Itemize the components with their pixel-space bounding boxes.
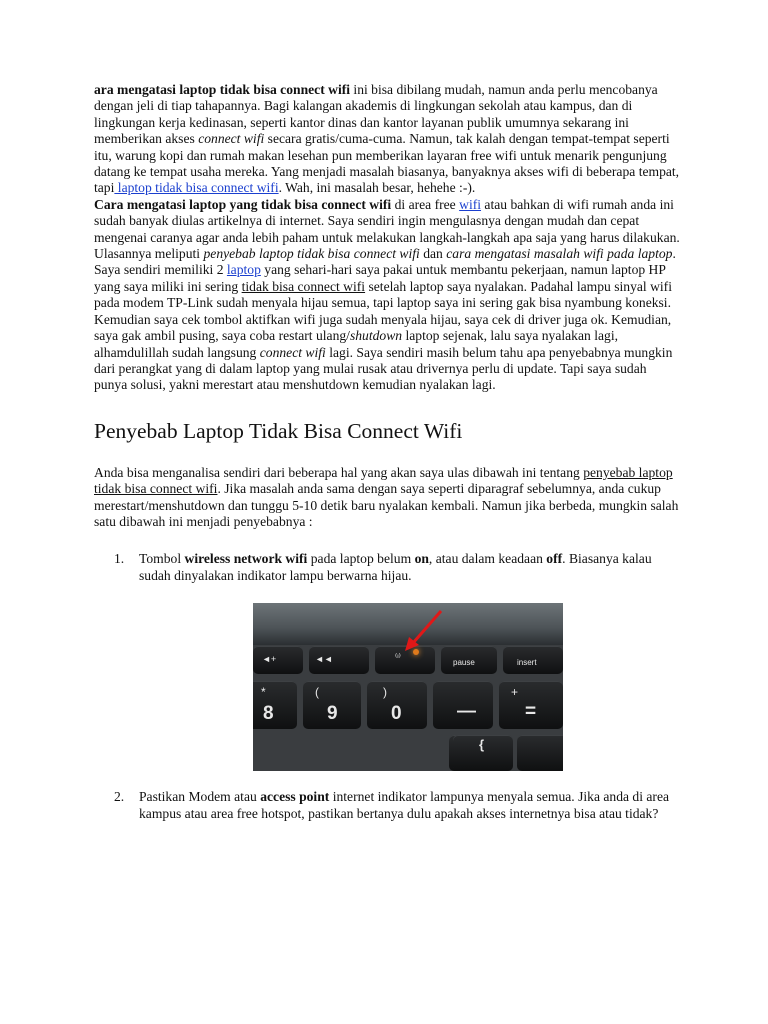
key-label: = [525, 701, 537, 723]
intro-text: ini bisa dibilang mudah, namun anda perlu mencobanya dengan jeli di tiap tahapannya. Bagi kalangan akademis di lingkungan sekolah atau kampus, dan di lingkungan kerja kedinasan, seperti kantor dinas dan kantor layanan publik umumnya sekarang ini memberikan akses [94, 82, 658, 147]
key-label: ◄◄ [315, 654, 333, 665]
key-label: ◄+ [262, 654, 277, 665]
intro-text: . Wah, ini masalah besar, hehehe :-). [278, 180, 476, 196]
para3-underlined: tidak bisa connect wifi [241, 278, 366, 294]
para3-text: lagi. Saya sendiri masih belum tahu apa penyebabnya mungkin dari perangkat yang di dalam laptop yang mulai rusak atau drivernya perlu di update. Tapi saya sudah punya solusi, yakni merestart atau menshutdown kemudian nyalakan lagi. [94, 344, 673, 393]
key-label: — [457, 701, 476, 723]
para3-text: laptop sejenak, lalu saya nyalakan lagi, alhamdulillah sudah langsung [94, 328, 618, 360]
second-paragraph [94, 197, 682, 263]
para2-italic: penyebab laptop tidak bisa connect wifi [203, 246, 420, 262]
para3-text: yang sehari-hari saya pakai untuk membantu pekerjaan, namun laptop HP yang saya miliki ini sering [94, 262, 666, 294]
key-label: { [479, 737, 485, 753]
link-wifi[interactable]: wifi [459, 196, 482, 212]
keyboard-key [367, 681, 427, 729]
key-label: pause [453, 658, 475, 668]
keyboard-key [517, 735, 563, 771]
fourth-paragraph [94, 465, 682, 531]
section-heading: Penyebab Laptop Tidak Bisa Connect Wifi [94, 418, 463, 443]
list-text: pada laptop belum [307, 551, 415, 567]
list-text: Pastikan Modem atau [139, 789, 261, 805]
keyboard-key [253, 646, 303, 674]
intro-italic: connect wifi [198, 131, 265, 147]
keyboard-key [441, 646, 497, 674]
intro-bold-lead: ara mengatasi laptop tidak bisa connect wifi [94, 82, 351, 97]
list-bold: on [414, 551, 429, 567]
cause-list-continued [94, 789, 682, 822]
list-bold: off [546, 551, 563, 567]
key-label: ) [383, 685, 387, 700]
cause-list [94, 551, 682, 584]
third-paragraph [94, 262, 682, 393]
keyboard-key [499, 681, 563, 729]
list-item [94, 551, 682, 584]
key-label: * [261, 685, 266, 700]
list-bold: access point [260, 789, 330, 805]
para2-text: dan [419, 246, 447, 262]
list-text: Tombol [139, 551, 185, 567]
key-label: 9 [327, 703, 338, 725]
wifi-icon: ⁽ᶦ⁾ [395, 652, 401, 663]
para3-italic: shutdown [349, 328, 403, 344]
para4-underlined: penyebab laptop tidak bisa connect wifi [94, 464, 673, 497]
para3-text: setelah laptop saya nyalakan. Padahal lampu sinyal wifi pada modem TP-Link sudah menyala hijau semua, tapi laptop saya ini sering gak bisa nyambung koneksi. Kemudian saya cek tombol aktifkan wifi juga sudah menyala hijau, saya cek di driver juga ok. Kemudian, saya gak ambil pusing, saya coba restart ulang/ [94, 278, 672, 344]
para3-italic: connect wifi [259, 344, 326, 360]
red-arrow-icon [399, 607, 449, 653]
para4-text: . Jika masalah anda sama dengan saya seperti diparagraf sebelumnya, anda cukup merestart/menshutdown dan tunggu 5-10 detik baru nyalakan kembali. Namun jika berbeda, mungkin salah satu dibawah ini menjadi penyebabnya : [94, 481, 679, 529]
keyboard-key [303, 681, 361, 729]
para2-text: di area free [391, 196, 460, 212]
list-text: , atau dalam keadaan [428, 551, 547, 567]
keyboard-key [453, 735, 513, 771]
document-page [94, 82, 682, 822]
intro-text: secara gratis/cuma-cuma. Namun, tak kalah dengan tempat-tempat seperti itu, warung kopi dan rumah makan lesehan pun memberikan layaran free wifi untuk menarik pengunjung datang ke tempat usaha mereka. Yang menjadi masalah biasanya, banyaknya akses wifi di beberapa tempat, tapi [94, 131, 680, 196]
key-label: 8 [263, 703, 274, 725]
link-laptop[interactable]: laptop [226, 262, 261, 278]
para2-text: . [672, 246, 676, 262]
para2-text: atau bahkan di wifi rumah anda ini sudah banyak diulas artikelnya di internet. Saya sendiri ingin mengulasnya dengan mudah dan cepat mengenai caranya agar anda lebih paham untuk melakukan langkah-langkah apa saja yang harus dilakukan. Ulasannya meliputi [94, 196, 680, 262]
keyboard-key [309, 646, 369, 674]
para4-text: Anda bisa menganalisa sendiri dari beberapa hal yang akan saya ulas dibawah ini tentang [94, 464, 584, 480]
para2-bold-lead: Cara mengatasi laptop yang tidak bisa connect wifi [94, 196, 392, 212]
key-label: ( [315, 685, 319, 700]
keyboard-key [253, 681, 297, 729]
keyboard-wifi-key-photo [253, 603, 563, 771]
para2-italic: cara mengatasi masalah wifi pada laptop [446, 246, 673, 262]
list-bold: wireless network wifi [184, 551, 308, 567]
list-number: 2. [114, 789, 125, 805]
key-label: 0 [391, 703, 402, 725]
list-number: 1. [114, 551, 125, 567]
keyboard-key [433, 681, 493, 729]
list-item [94, 789, 682, 822]
list-text: . Biasanya kalau sudah dinyalakan indikator lampu berwarna hijau. [139, 551, 652, 583]
keyboard-key [503, 646, 563, 674]
list-text: internet indikator lampunya menyala semua. Jika anda di area kampus atau area free hotspot, pastikan bertanya dulu apakah akses internetnya bisa atau tidak? [139, 789, 670, 821]
intro-paragraph [94, 82, 682, 197]
para3-text: Saya sendiri memiliki 2 [94, 262, 227, 278]
link-laptop-tidak-bisa-connect-wifi[interactable]: laptop tidak bisa connect wifi [114, 180, 279, 196]
key-label: + [511, 685, 519, 700]
key-label: insert [517, 658, 537, 668]
